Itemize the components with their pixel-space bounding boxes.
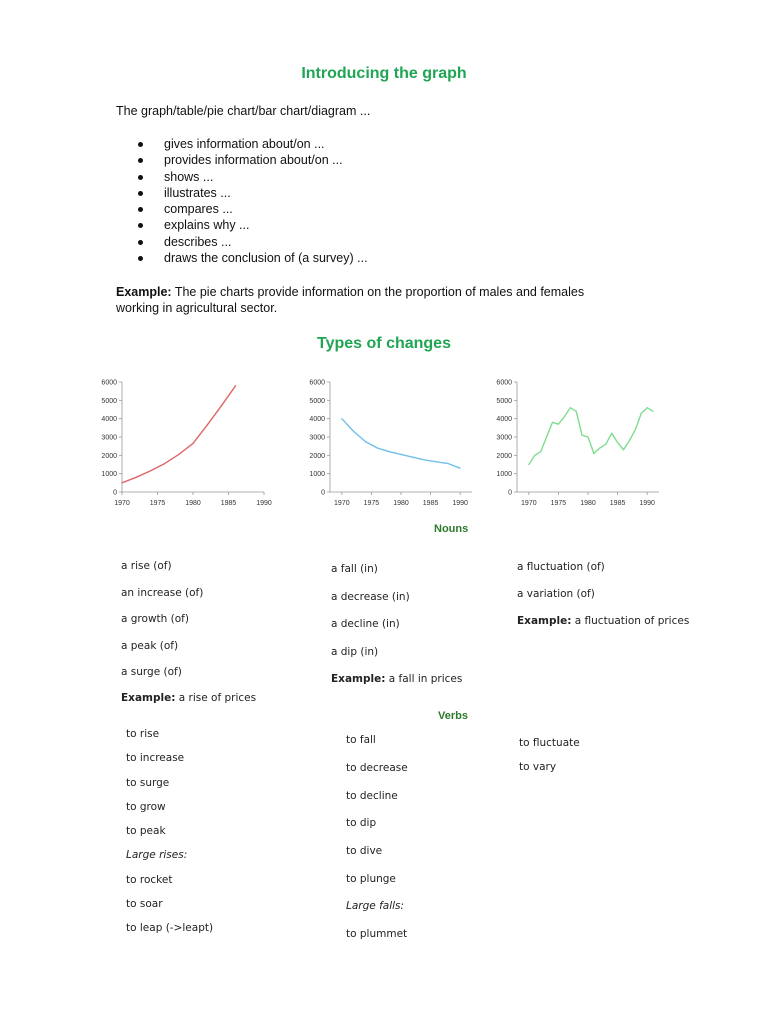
data-point [647,407,648,408]
y-tick-label: 5000 [309,397,325,405]
intro-bullet-list [138,136,368,266]
example-label: Example: [121,692,176,704]
y-tick-label: 1000 [101,471,117,479]
data-point [552,422,553,423]
noun-surge: a surge (of) [121,666,182,678]
data-point [540,451,541,452]
bullet-icon [138,191,143,196]
verb-rocket: to rocket [126,874,173,886]
noun-fluctuation: a fluctuation (of) [517,561,605,573]
data-point [341,418,342,419]
types-title: Types of changes [317,335,451,352]
verb-surge: to surge [126,777,170,789]
data-point [121,482,122,483]
chart-fall [300,374,480,514]
data-point [192,443,193,444]
data-point [136,477,137,478]
x-tick-label: 1980 [185,500,201,507]
y-tick-label: 6000 [309,379,325,387]
y-tick-label: 1000 [309,471,325,479]
noun-decline: a decline (in) [331,618,400,630]
example-label: Example: [517,615,572,627]
x-tick-label: 1990 [452,500,468,507]
verb-decline: to decline [346,790,398,802]
y-tick-label: 5000 [101,397,117,405]
verb-plummet: to plummet [346,928,408,940]
verb-fall: to fall [346,734,376,746]
data-point [178,454,179,455]
intro-title: Introducing the graph [301,65,467,82]
x-tick-label: 1990 [256,500,272,507]
large-falls-label: Large falls: [346,900,405,912]
large-rises-label: Large rises: [126,849,188,861]
x-tick-label: 1975 [550,500,567,507]
bullet-icon [138,175,143,180]
verb-dip: to dip [346,817,377,829]
data-point [623,449,624,450]
y-tick-label: 2000 [101,452,117,460]
noun-rise-example: Example: a rise of prices [121,692,257,704]
data-point [436,461,437,462]
x-tick-label: 1970 [521,500,537,507]
verb-plunge: to plunge [346,873,396,885]
y-tick-label: 6000 [101,379,117,387]
list-item: describes ... [138,234,368,250]
y-tick-label: 3000 [309,434,325,442]
example-text-line2: working in agricultural sector. [116,301,278,315]
verb-grow: to grow [126,801,166,813]
x-tick-label: 1975 [363,500,380,507]
verb-leap: to leap (->leapt) [126,922,214,934]
bullet-icon [138,240,143,245]
list-item: illustrates ... [138,185,368,201]
x-tick-label: 1975 [149,500,166,507]
list-item: draws the conclusion of (a survey) ... [138,250,368,266]
data-point [412,457,413,458]
data-point [570,407,571,408]
y-tick-label: 1000 [496,471,512,479]
bullet-icon [138,256,143,261]
data-point [593,453,594,454]
data-point [599,447,600,448]
noun-dip: a dip (in) [331,646,379,658]
noun-fall-example: Example: a fall in prices [331,673,463,685]
y-tick-label: 4000 [496,416,512,424]
noun-variation: a variation (of) [517,588,595,600]
x-tick-label: 1970 [114,500,130,507]
noun-growth: a growth (of) [121,613,189,625]
verb-decrease: to decrease [346,762,408,774]
noun-increase: an increase (of) [121,587,204,599]
y-tick-label: 0 [508,489,512,497]
list-item: gives information about/on ... [138,136,368,152]
verb-rise: to rise [126,728,160,740]
y-tick-label: 0 [321,489,325,497]
data-point [534,455,535,456]
data-point [546,436,547,437]
verbs-heading: Verbs [438,710,468,722]
data-point [641,413,642,414]
bullet-icon [138,207,143,212]
data-point [564,416,565,417]
noun-decrease: a decrease (in) [331,591,410,603]
nouns-heading: Nouns [434,523,469,535]
data-point [617,442,618,443]
list-item: provides information about/on ... [138,152,368,168]
example-label: Example: [331,673,386,685]
y-tick-label: 5000 [496,397,512,405]
noun-peak: a peak (of) [121,640,179,652]
data-point [528,464,529,465]
list-item: compares ... [138,201,368,217]
data-point [150,470,151,471]
noun-fall: a fall (in) [331,563,378,575]
data-point [652,411,653,412]
y-tick-label: 4000 [101,416,117,424]
data-point [424,459,425,460]
series-line [342,419,460,469]
verb-increase: to increase [126,752,185,764]
example-text: The pie charts provide information on the proportion of males and females [171,285,585,299]
chart-fluctuation [487,374,667,514]
noun-fluct-example: Example: a fluctuation of prices [517,615,690,627]
verb-peak: to peak [126,825,166,837]
verb-fluctuate: to fluctuate [519,737,580,749]
intro-example [116,284,584,316]
data-point [635,429,636,430]
verb-vary: to vary [519,761,557,773]
data-point [576,411,577,412]
y-tick-label: 4000 [309,416,325,424]
y-tick-label: 3000 [101,434,117,442]
x-tick-label: 1970 [334,500,350,507]
chart-fluctuation-svg [487,374,667,514]
data-point [605,444,606,445]
data-point [377,447,378,448]
y-tick-label: 3000 [496,434,512,442]
verb-soar: to soar [126,898,163,910]
y-tick-label: 2000 [496,452,512,460]
data-point [448,463,449,464]
x-tick-label: 1990 [639,500,655,507]
data-point [221,405,222,406]
data-point [353,431,354,432]
x-tick-label: 1985 [422,500,439,507]
y-tick-label: 2000 [309,452,325,460]
series-line [122,386,236,483]
verb-dive: to dive [346,845,383,857]
data-point [207,424,208,425]
y-tick-label: 0 [113,489,117,497]
x-tick-label: 1980 [580,500,596,507]
data-point [400,454,401,455]
data-point [581,435,582,436]
data-point [611,433,612,434]
bullet-icon [138,223,143,228]
chart-fall-svg [300,374,480,514]
data-point [587,436,588,437]
y-tick-label: 6000 [496,379,512,387]
bullet-icon [138,158,143,163]
data-point [460,468,461,469]
intro-lead: The graph/table/pie chart/bar chart/diagram ... [116,104,371,118]
list-item: explains why ... [138,217,368,233]
bullet-icon [138,142,143,147]
data-point [389,451,390,452]
x-tick-label: 1980 [393,500,409,507]
x-tick-label: 1985 [220,500,237,507]
series-line [529,408,653,465]
example-label: Example: [116,285,172,299]
data-point [164,463,165,464]
data-point [629,440,630,441]
list-item: shows ... [138,169,368,185]
data-point [235,385,236,386]
noun-rise: a rise (of) [121,560,172,572]
data-point [365,441,366,442]
chart-rise [92,374,272,514]
chart-rise-svg [92,374,272,514]
data-point [558,424,559,425]
x-tick-label: 1985 [609,500,626,507]
